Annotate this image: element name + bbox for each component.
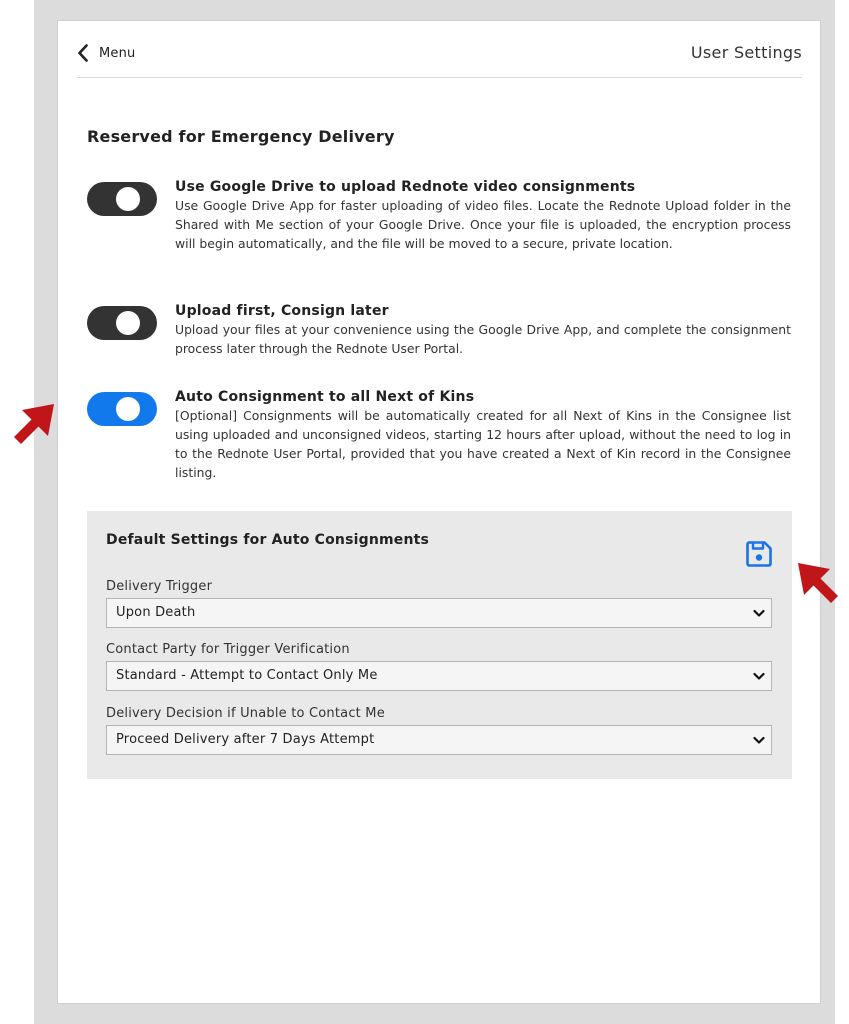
option-text bbox=[175, 388, 791, 482]
toggle-knob bbox=[116, 397, 140, 421]
contact-party-label: Contact Party for Trigger Verification bbox=[106, 642, 350, 657]
option-description: Upload your files at your convenience using the Google Drive App, and complete the consignment process later through the Rednote User Portal. bbox=[175, 322, 791, 356]
option-title: Use Google Drive to upload Rednote video consignments bbox=[175, 179, 636, 195]
option-title: Upload first, Consign later bbox=[175, 303, 389, 319]
toggle-knob bbox=[116, 311, 140, 335]
red-arrow-icon bbox=[12, 400, 58, 446]
chevron-down-icon bbox=[753, 672, 765, 681]
section-title: Reserved for Emergency Delivery bbox=[87, 127, 395, 146]
floppy-disk-icon bbox=[744, 539, 774, 569]
delivery-decision-select[interactable] bbox=[106, 725, 772, 755]
chevron-left-icon bbox=[77, 44, 89, 62]
toggle-google-drive-upload[interactable] bbox=[87, 182, 157, 216]
save-button[interactable] bbox=[744, 539, 774, 569]
option-text bbox=[175, 302, 791, 358]
chevron-down-icon bbox=[753, 609, 765, 618]
page-header bbox=[77, 21, 802, 78]
option-description: [Optional] Consignments will be automatically created for all Next of Kins in the Consignee list using uploaded and unconsigned videos, starting 12 hours after upload, without the need to log in to the Rednote User Portal, provided that you have created a Next of Kin record in the Consignee listing. bbox=[175, 408, 791, 480]
red-arrow-icon bbox=[794, 559, 840, 605]
back-label: Menu bbox=[99, 45, 136, 61]
option-title: Auto Consignment to all Next of Kins bbox=[175, 389, 475, 405]
contact-party-select[interactable] bbox=[106, 661, 772, 691]
chevron-down-icon bbox=[753, 736, 765, 745]
settings-card bbox=[57, 20, 821, 1004]
delivery-decision-label: Delivery Decision if Unable to Contact Me bbox=[106, 706, 385, 721]
toggle-auto-consignment[interactable] bbox=[87, 392, 157, 426]
option-description: Use Google Drive App for faster uploading of video files. Locate the Rednote Upload folder in the Shared with Me section of your Google Drive. Once your file is uploaded, the encryption process will begin automatically, and the file will be moved to a secure, private location. bbox=[175, 198, 791, 251]
option-text bbox=[175, 178, 791, 253]
select-value: Standard - Attempt to Contact Only Me bbox=[116, 668, 378, 683]
toggle-upload-first[interactable] bbox=[87, 306, 157, 340]
select-value: Proceed Delivery after 7 Days Attempt bbox=[116, 732, 375, 747]
page-title: User Settings bbox=[690, 43, 802, 62]
toggle-knob bbox=[116, 187, 140, 211]
back-to-menu-button[interactable] bbox=[77, 41, 136, 65]
delivery-trigger-label: Delivery Trigger bbox=[106, 579, 213, 594]
defaults-title: Default Settings for Auto Consignments bbox=[106, 532, 430, 548]
delivery-trigger-select[interactable] bbox=[106, 598, 772, 628]
select-value: Upon Death bbox=[116, 605, 196, 620]
auto-consignment-defaults-panel bbox=[87, 511, 792, 779]
